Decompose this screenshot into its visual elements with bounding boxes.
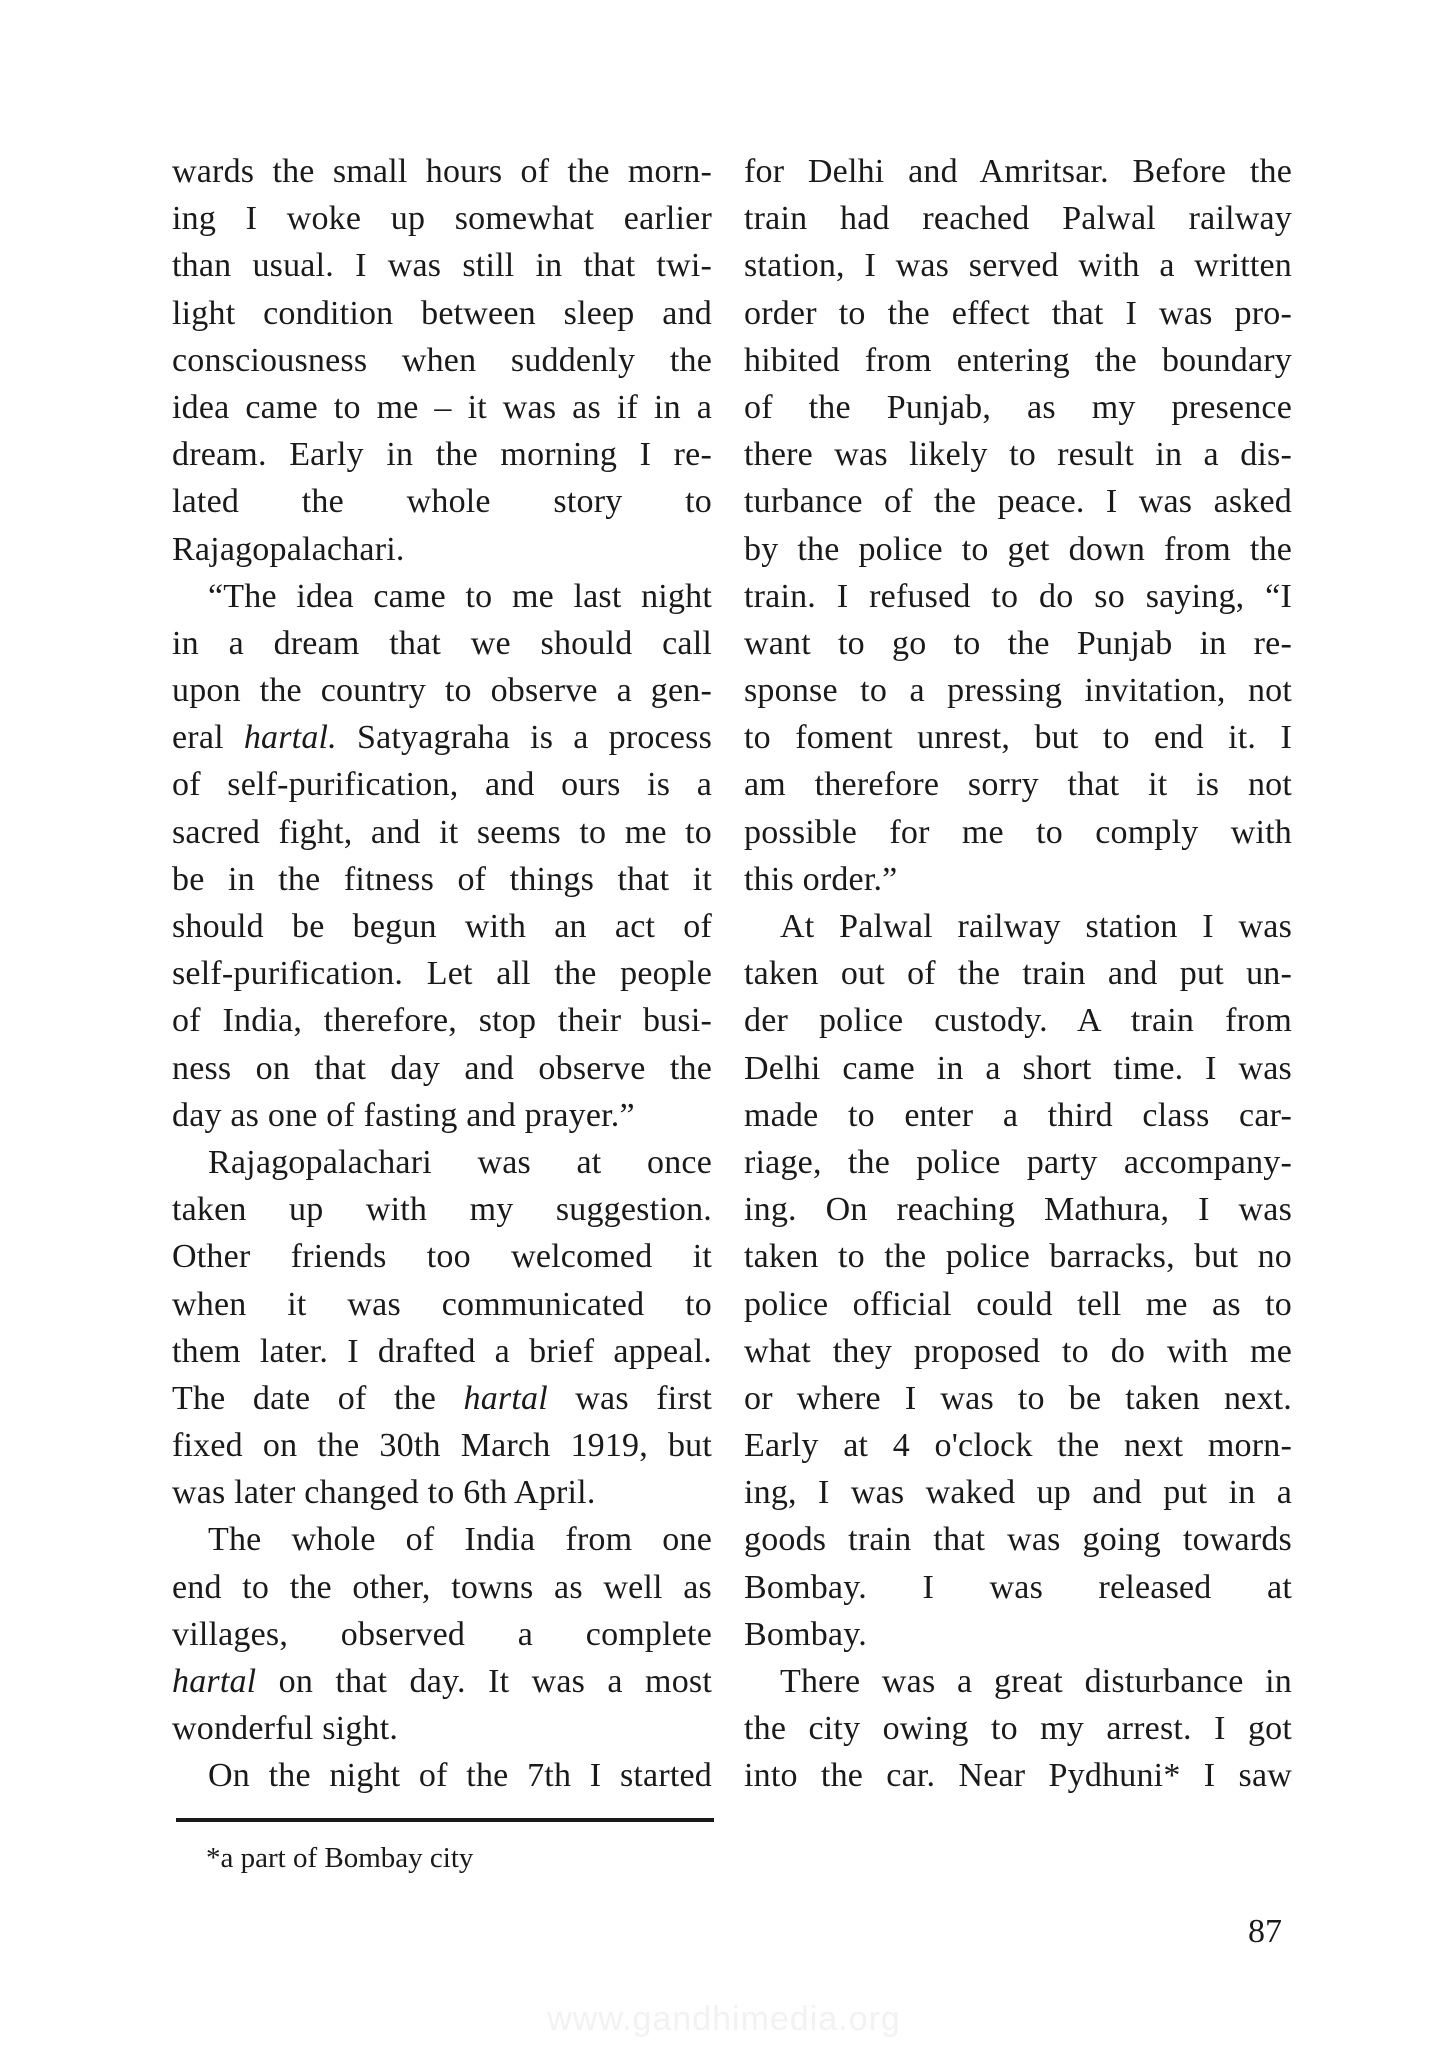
text-line: this order.” bbox=[744, 860, 898, 898]
text-line: possible for me to comply with bbox=[744, 813, 1292, 851]
text-line: when it was communicated to bbox=[172, 1285, 712, 1323]
text-line: of India, therefore, stop their busi- bbox=[172, 1002, 712, 1040]
text-line: station, I was served with a written bbox=[744, 247, 1292, 285]
text-line: Delhi came in a short time. I was bbox=[744, 1049, 1292, 1087]
text-line: der police custody. A train from bbox=[744, 1002, 1292, 1040]
text-line: train. I refused to do so saying, “I bbox=[744, 577, 1292, 615]
text-line: taken out of the train and put un- bbox=[744, 955, 1292, 993]
text-line: upon the country to observe a gen- bbox=[172, 672, 712, 710]
text-line: wards the small hours of the morn- bbox=[172, 153, 712, 190]
text-line: consciousness when suddenly the bbox=[172, 341, 712, 379]
text-line: On the night of the 7th I started bbox=[208, 1757, 712, 1795]
text-line: the city owing to my arrest. I got bbox=[744, 1710, 1292, 1748]
text-line: taken up with my suggestion. bbox=[172, 1191, 712, 1229]
text-line: than usual. I was still in that twi- bbox=[172, 247, 712, 285]
text-line: train had reached Palwal railway bbox=[744, 200, 1292, 238]
text-line: Rajagopalachari was at once bbox=[208, 1143, 712, 1181]
text-line: At Palwal railway station I was bbox=[780, 908, 1292, 945]
text-line: Bombay. bbox=[744, 1615, 867, 1653]
text-line: idea came to me – it was as if in a bbox=[172, 388, 712, 426]
text-line: ing. On reaching Mathura, I was bbox=[744, 1191, 1292, 1229]
text-line: made to enter a third class car- bbox=[744, 1096, 1292, 1134]
text-line: There was a great disturbance in bbox=[780, 1663, 1292, 1700]
text-line: order to the effect that I was pro- bbox=[744, 294, 1292, 332]
text-line: Bombay. I was released at bbox=[744, 1568, 1292, 1606]
text-line: turbance of the peace. I was asked bbox=[744, 483, 1292, 521]
text-line: The whole of India from one bbox=[208, 1521, 712, 1559]
text-line: in a dream that we should call bbox=[172, 624, 712, 662]
footnote-divider bbox=[176, 1818, 714, 1822]
text-line: be in the fitness of things that it bbox=[172, 860, 712, 898]
text-line: sacred fight, and it seems to me to bbox=[172, 813, 712, 851]
text-line: day as one of fasting and prayer.” bbox=[172, 1096, 635, 1134]
text-line: there was likely to result in a dis- bbox=[744, 436, 1292, 474]
text-line: taken to the police barracks, but no bbox=[744, 1238, 1292, 1276]
text-line: sponse to a pressing invitation, not bbox=[744, 672, 1292, 710]
text-line: end to the other, towns as well as bbox=[172, 1568, 712, 1606]
text-line: The date of the hartal was first bbox=[172, 1379, 712, 1417]
text-line: dream. Early in the morning I re- bbox=[172, 436, 712, 474]
text-line: Other friends too welcomed it bbox=[172, 1238, 712, 1276]
text-line: wonderful sight. bbox=[172, 1710, 399, 1748]
text-line: was later changed to 6th April. bbox=[172, 1474, 596, 1512]
text-line: ness on that day and observe the bbox=[172, 1049, 712, 1087]
text-line: fixed on the 30th March 1919, but bbox=[172, 1427, 712, 1465]
watermark: www.gandhimedia.org bbox=[547, 2000, 901, 2038]
text-line: Early at 4 o'clock the next morn- bbox=[744, 1427, 1292, 1465]
text-line: villages, observed a complete bbox=[172, 1615, 712, 1653]
text-line: “The idea came to me last night bbox=[208, 577, 712, 615]
text-line: hibited from entering the boundary bbox=[744, 341, 1292, 379]
text-line: what they proposed to do with me bbox=[744, 1332, 1292, 1370]
text-line: to foment unrest, but to end it. I bbox=[744, 719, 1292, 757]
text-line: riage, the police party accompany- bbox=[744, 1143, 1292, 1181]
text-line: ing I woke up somewhat earlier bbox=[172, 200, 712, 238]
text-line: by the police to get down from the bbox=[744, 530, 1292, 568]
text-line: goods train that was going towards bbox=[744, 1521, 1292, 1559]
text-line: for Delhi and Amritsar. Before the bbox=[744, 153, 1292, 190]
text-line: hartal on that day. It was a most bbox=[172, 1663, 712, 1700]
page-number: 87 bbox=[1248, 1913, 1282, 1950]
text-line: eral hartal. Satyagraha is a process bbox=[172, 719, 713, 757]
left-column bbox=[172, 148, 712, 1800]
text-line: police official could tell me as to bbox=[744, 1285, 1292, 1323]
footnote: *a part of Bombay city bbox=[206, 1842, 474, 1874]
text-line: into the car. Near Pydhuni* I saw bbox=[744, 1757, 1292, 1795]
text-line: of the Punjab, as my presence bbox=[744, 388, 1292, 426]
text-line: of self-purification, and ours is a bbox=[172, 766, 712, 804]
text-line: lated the whole story to bbox=[172, 483, 712, 521]
text-line: Rajagopalachari. bbox=[172, 530, 405, 568]
text-line: am therefore sorry that it is not bbox=[744, 766, 1292, 804]
text-line: should be begun with an act of bbox=[172, 908, 712, 945]
right-column bbox=[744, 148, 1292, 1800]
text-line: them later. I drafted a brief appeal. bbox=[172, 1332, 712, 1370]
text-line: light condition between sleep and bbox=[172, 294, 712, 332]
text-line: or where I was to be taken next. bbox=[744, 1379, 1292, 1417]
text-line: ing, I was waked up and put in a bbox=[744, 1474, 1292, 1512]
text-line: self-purification. Let all the people bbox=[172, 955, 712, 993]
text-line: want to go to the Punjab in re- bbox=[744, 624, 1292, 662]
